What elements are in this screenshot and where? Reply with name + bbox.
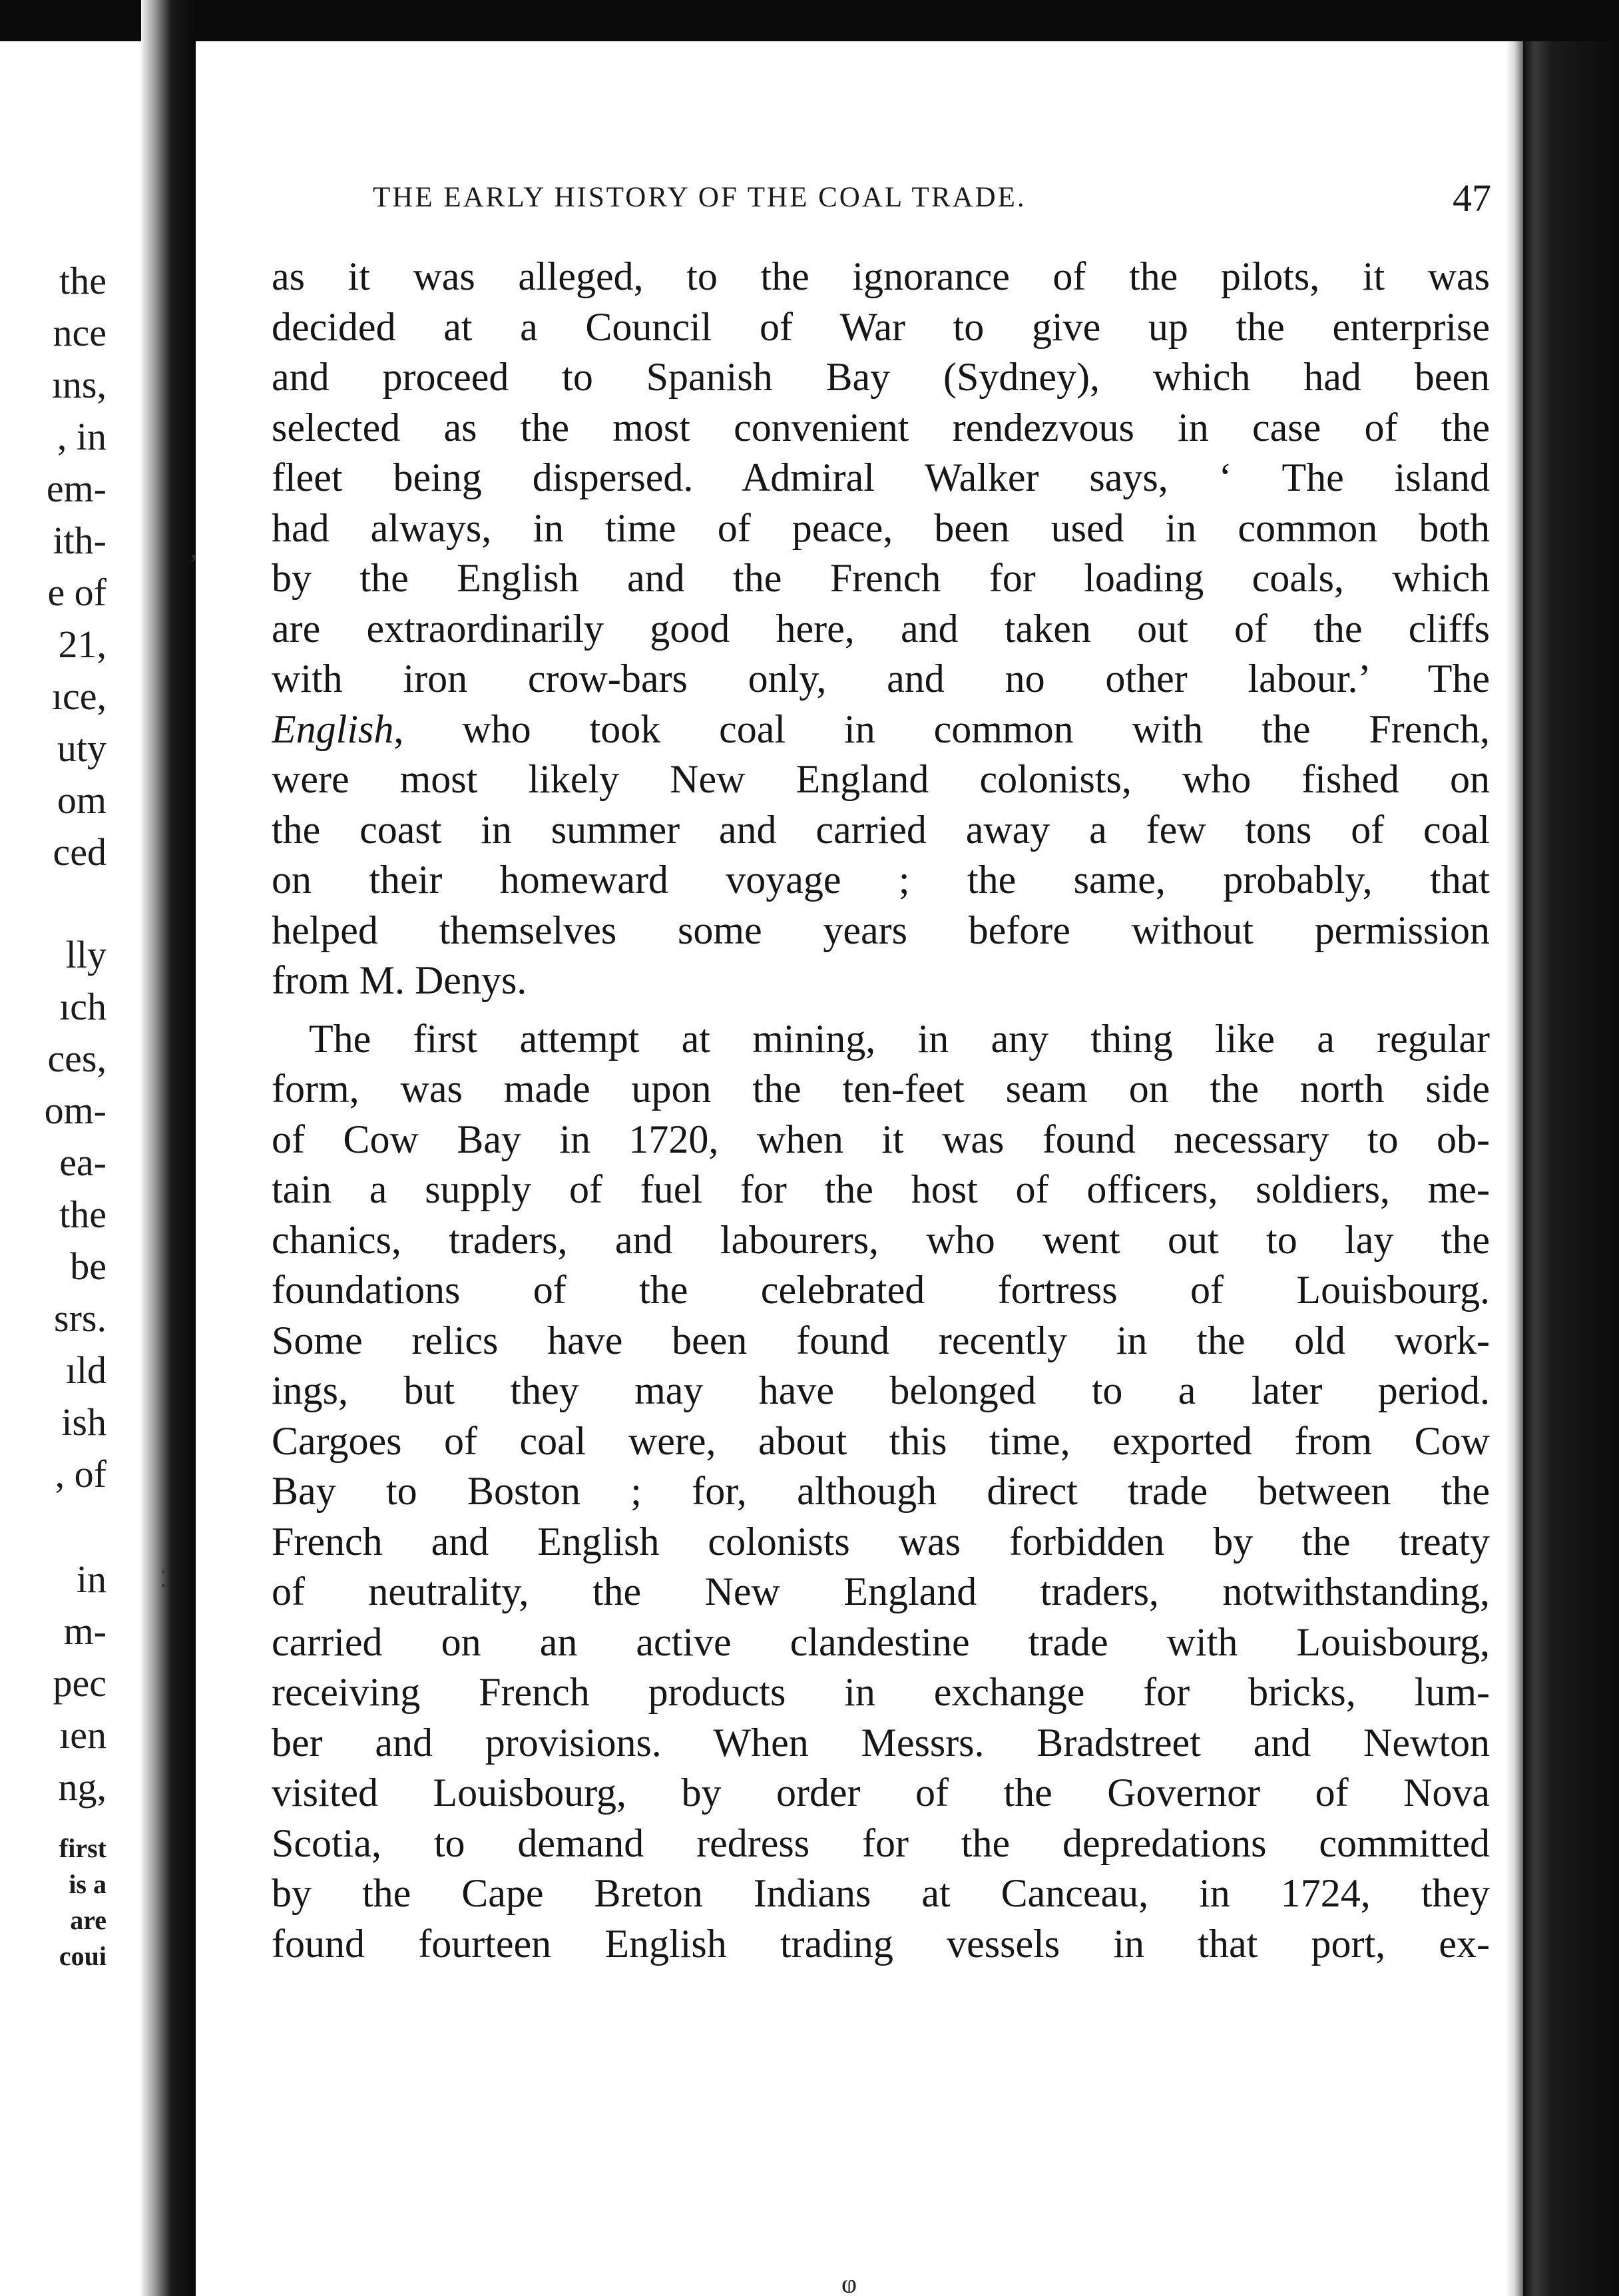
text-line: visited Louisbourg, by order of the Governor of Nova [272, 1771, 1490, 1815]
left-line: lly [65, 933, 107, 976]
running-head [373, 176, 1491, 234]
left-footnote-line: is a [69, 1869, 107, 1899]
text-line: Bay to Boston ; for, although direct trade between the [272, 1469, 1490, 1513]
text-line: Cargoes of coal were, about this time, exported from Cow [272, 1418, 1490, 1463]
left-line: ish [61, 1400, 107, 1444]
text-line: the coast in summer and carried away a few tons of coal [272, 807, 1490, 852]
paragraph [272, 1014, 1490, 1970]
left-line: , of [55, 1452, 107, 1496]
text-line: The first attempt at mining, in any thing like a regular [309, 1016, 1490, 1061]
text-line: foundations of the celebrated fortress of Louisbourg. [272, 1268, 1490, 1312]
text-line-rest: , who took coal in common with the French, [393, 707, 1490, 751]
book-gutter [141, 0, 196, 2296]
left-line: ces, [47, 1037, 107, 1080]
text-line: of neutrality, the New England traders, notwithstanding, [272, 1570, 1490, 1613]
left-footnote-line: first [59, 1833, 107, 1863]
text-line: Scotia, to demand redress for the depredations committed [272, 1821, 1490, 1865]
text-line: fleet being dispersed. Admiral Walker says, ‘ The island [272, 455, 1490, 499]
margin-dots-mark: ⁚ [160, 1568, 167, 1592]
left-line: the [59, 259, 107, 302]
italic-word: English [272, 707, 394, 751]
text-line: by the English and the French for loading coals, which [272, 556, 1490, 600]
text-line: by the Cape Breton Indians at Canceau, in 1724, they [272, 1871, 1490, 1915]
running-title: THE EARLY HISTORY OF THE COAL TRADE. [373, 182, 1027, 213]
text-line: selected as the most convenient rendezvous in case of the [272, 405, 1490, 449]
left-line: ng, [58, 1765, 107, 1809]
left-line: om [57, 778, 107, 822]
left-line: , in [57, 415, 107, 458]
left-line: ıen [59, 1713, 107, 1757]
text-line: Some relics have been found recently in the old work- [272, 1318, 1490, 1362]
left-line: ıce, [51, 675, 107, 718]
left-line: pec [53, 1661, 107, 1705]
scan-top-border [0, 0, 1619, 41]
book-right-edge [1523, 41, 1619, 2296]
left-line: srs. [54, 1296, 107, 1340]
text-line: on their homeward voyage ; the same, probably, that [272, 858, 1490, 902]
left-line: em- [46, 467, 107, 510]
left-line: ıch [59, 985, 107, 1028]
text-line: tain a supply of fuel for the host of officers, soldiers, me- [272, 1167, 1490, 1211]
text-line: decided at a Council of War to give up the enterprise [272, 304, 1490, 349]
text-line: form, was made upon the ten-feet seam on the north side [272, 1067, 1490, 1111]
left-line: ith- [53, 519, 107, 562]
left-line: the [59, 1193, 107, 1236]
left-page-fragment [0, 0, 141, 2296]
left-line: ıns, [51, 363, 107, 406]
margin-tick-mark: , [190, 533, 197, 563]
left-footnote-line: coui [59, 1941, 107, 1971]
text-line: had always, in time of peace, been used in common both [272, 505, 1490, 550]
text-line: carried on an active clandestine trade with Louisbourg, [272, 1619, 1490, 1664]
paragraph-gap [272, 1006, 1490, 1014]
left-footnote-line: are [70, 1905, 107, 1935]
text-line [272, 705, 1490, 755]
left-line: m- [63, 1609, 107, 1653]
text-line: and proceed to Spanish Bay (Sydney), which had been [272, 355, 1490, 399]
page-number: 47 [1453, 176, 1491, 220]
text-line: ings, but they may have belonged to a later period. [272, 1368, 1490, 1412]
left-line: e of [47, 571, 107, 614]
left-line: be [70, 1245, 107, 1288]
text-line: are extraordinarily good here, and taken out of the cliffs [272, 606, 1490, 651]
left-line: ıld [65, 1348, 107, 1392]
paragraph [272, 252, 1490, 1006]
text-line: from M. Denys. [272, 958, 527, 1002]
text-line: chanics, traders, and labourers, who went out to lay the [272, 1217, 1490, 1262]
body-text [272, 252, 1490, 1969]
text-line: of Cow Bay in 1720, when it was found necessary to ob- [272, 1117, 1490, 1161]
bottom-scan-mark: ⱷ [841, 2269, 857, 2296]
left-line: uty [57, 726, 107, 770]
left-line: ea- [59, 1141, 107, 1184]
left-line: 21, [58, 623, 107, 666]
text-line: found fourteen English trading vessels in that port, ex- [272, 1921, 1490, 1966]
left-line: in [76, 1558, 107, 1601]
left-line: nce [53, 311, 107, 354]
text-line: as it was alleged, to the ignorance of the pilots, it was [272, 254, 1490, 298]
text-line: helped themselves some years before without permission [272, 908, 1490, 952]
book-page [160, 41, 1504, 2296]
text-line: ber and provisions. When Messrs. Bradstreet and Newton [272, 1720, 1490, 1765]
text-line: with iron crow-bars only, and no other labour.’ The [272, 657, 1490, 701]
text-line: were most likely New England colonists, who fished on [272, 757, 1490, 801]
left-line: ced [53, 830, 107, 874]
left-line: om- [44, 1089, 107, 1132]
text-line: receiving French products in exchange for bricks, lum- [272, 1670, 1490, 1714]
page-edge-shadow [1506, 41, 1523, 2296]
text-line: French and English colonists was forbidden by the treaty [272, 1519, 1490, 1564]
